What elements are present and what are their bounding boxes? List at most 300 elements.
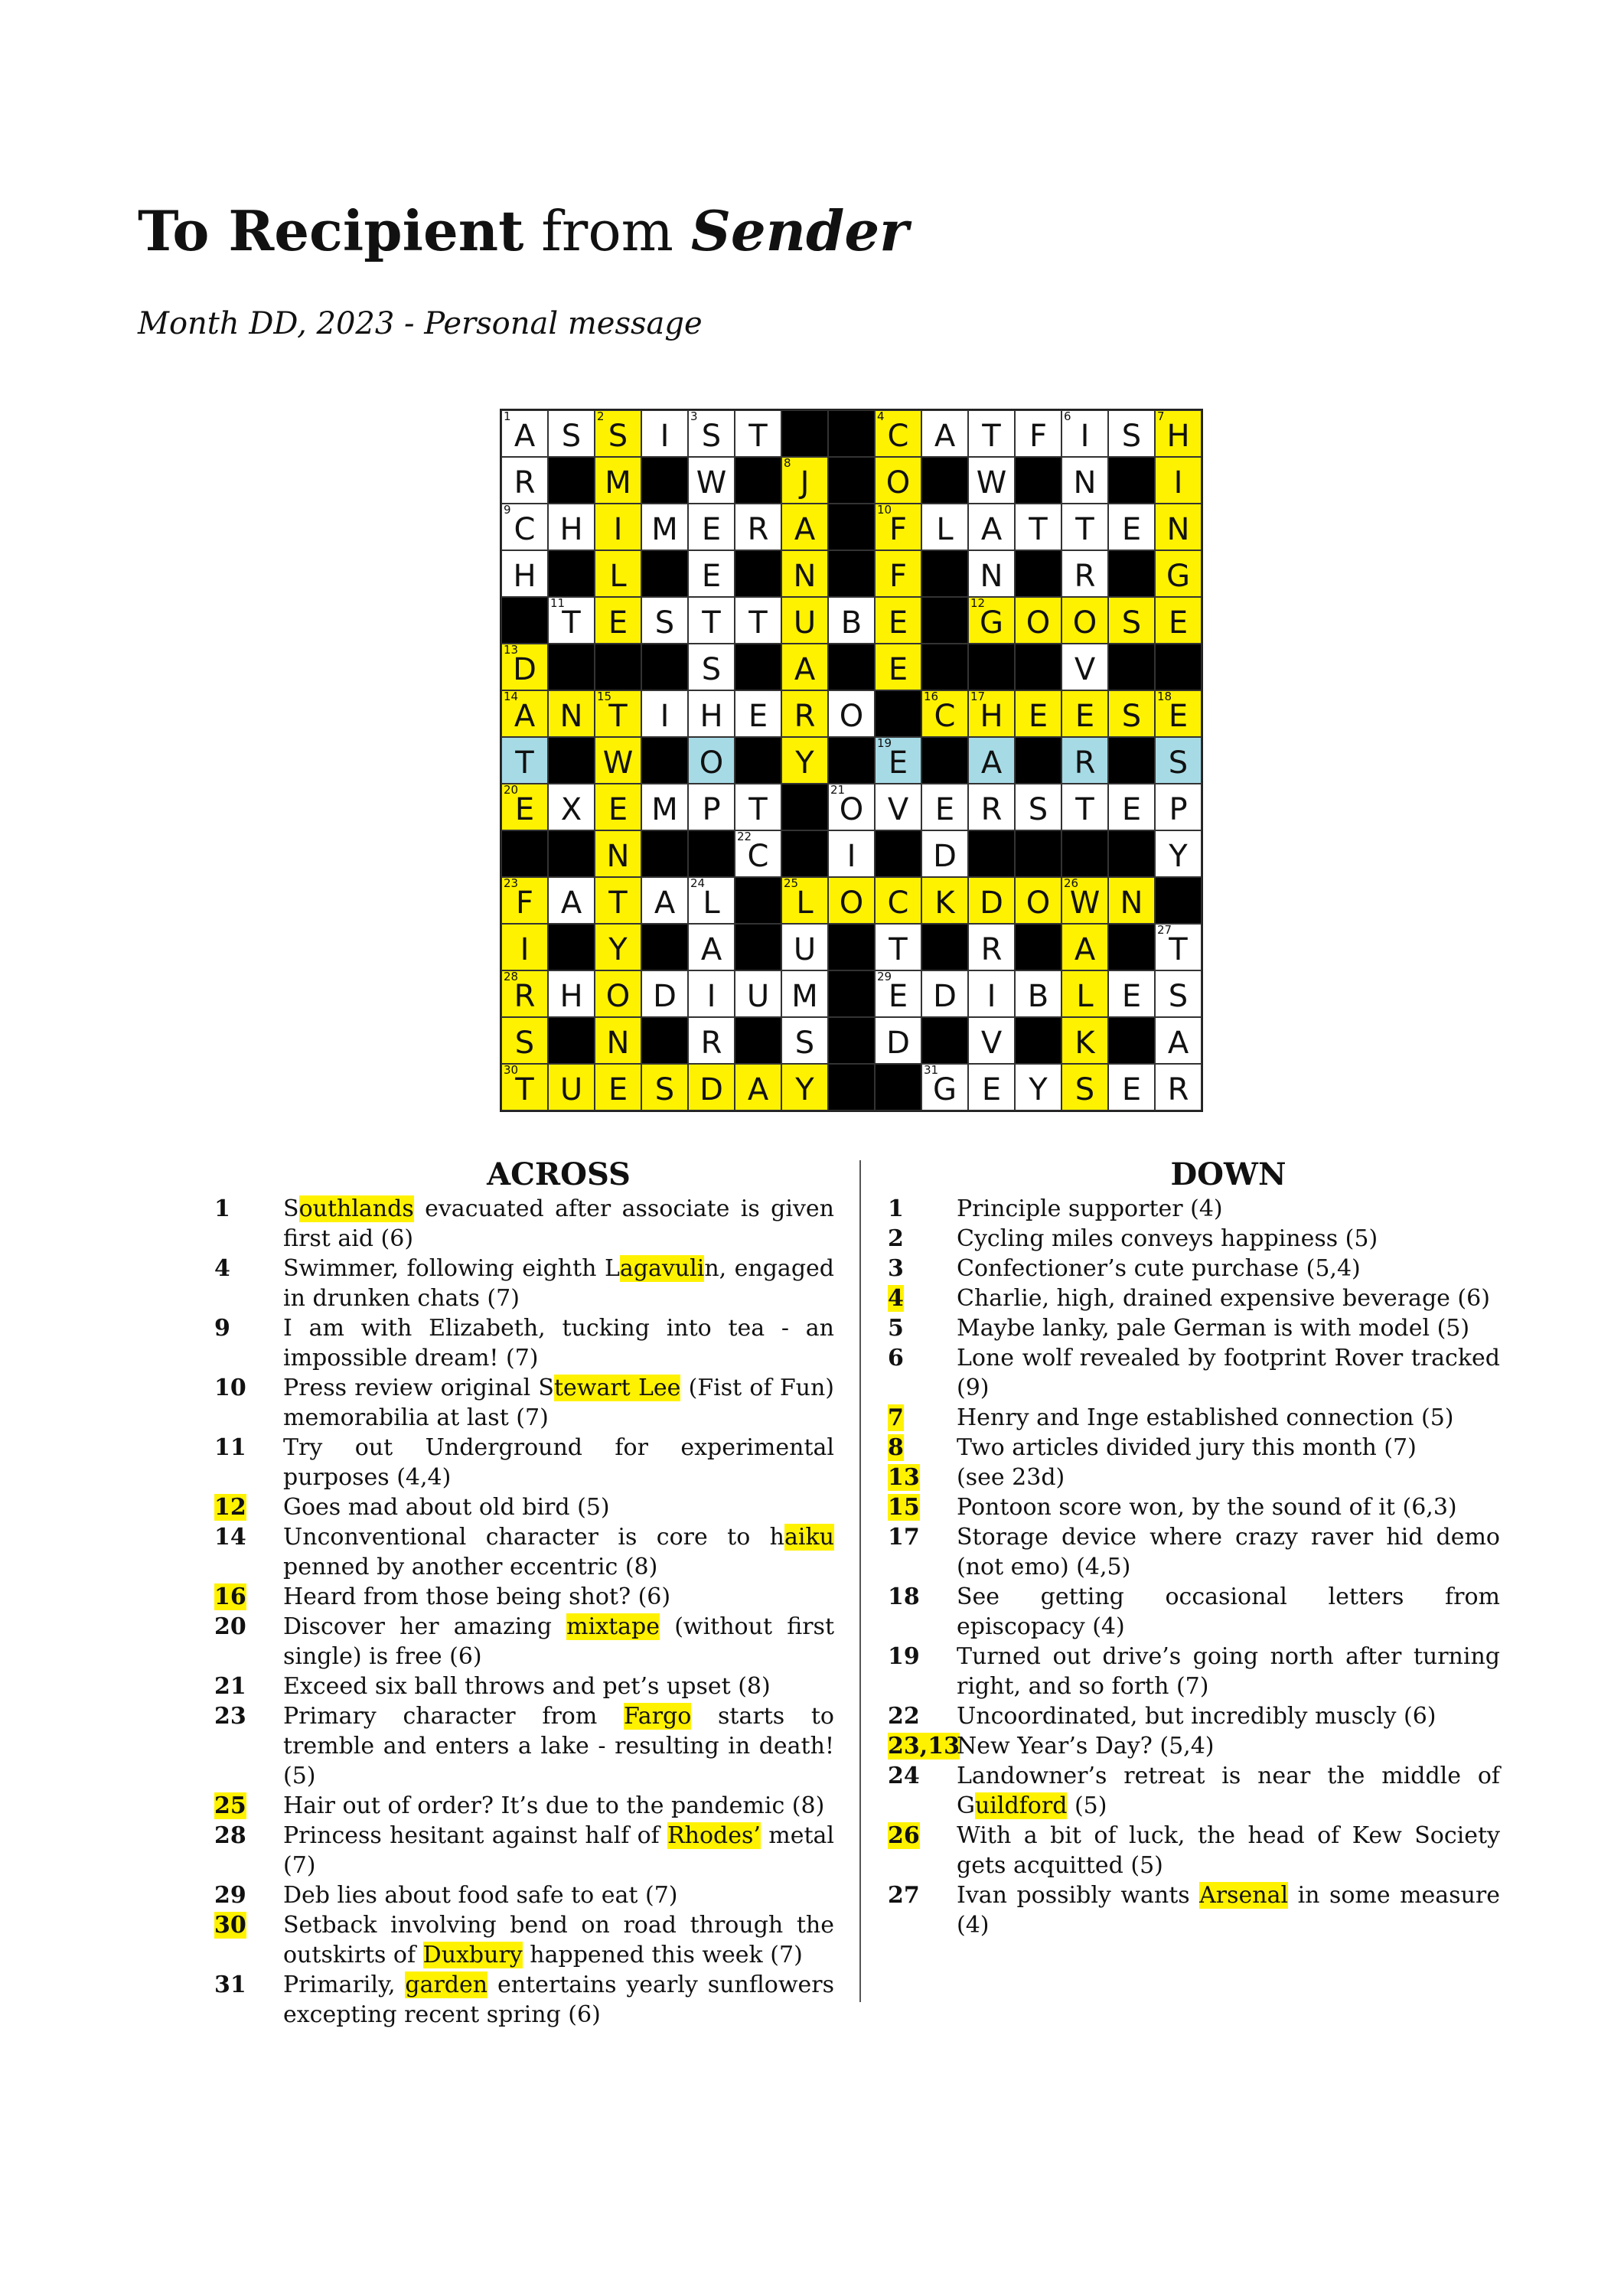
grid-block-cell xyxy=(1108,457,1155,504)
grid-cell[interactable] xyxy=(875,924,921,970)
grid-cell[interactable] xyxy=(641,1064,688,1110)
cell-letter: L xyxy=(1076,979,1094,1014)
grid-cell[interactable] xyxy=(735,504,781,550)
grid-cell[interactable] xyxy=(781,504,828,550)
clue-item xyxy=(888,1761,1500,1821)
grid-cell[interactable] xyxy=(875,737,921,784)
grid-cell[interactable] xyxy=(1155,690,1202,737)
grid-cell[interactable] xyxy=(1015,504,1061,550)
grid-cell[interactable] xyxy=(501,784,548,830)
across-heading: ACROSS xyxy=(487,1156,631,1192)
grid-block-cell xyxy=(1108,550,1155,597)
grid-cell[interactable] xyxy=(688,644,735,690)
grid-cell[interactable] xyxy=(1061,970,1108,1017)
clue-number: 14 xyxy=(214,1524,246,1551)
grid-cell[interactable] xyxy=(548,970,595,1017)
grid-cell[interactable] xyxy=(968,877,1015,924)
cell-letter: F xyxy=(889,559,907,594)
grid-cell[interactable] xyxy=(781,924,828,970)
grid-cell[interactable] xyxy=(921,784,968,830)
grid-cell[interactable] xyxy=(1155,1064,1202,1110)
cell-letter: E xyxy=(1121,792,1142,827)
clue-item xyxy=(888,1403,1500,1433)
cell-letter: A xyxy=(794,512,816,547)
clue-item xyxy=(888,1701,1500,1731)
grid-cell[interactable] xyxy=(595,784,641,830)
grid-cell[interactable] xyxy=(1108,1064,1155,1110)
clue-item xyxy=(214,1791,834,1821)
grid-block-cell xyxy=(595,644,641,690)
cell-letter: E xyxy=(1121,512,1142,547)
grid-cell[interactable] xyxy=(735,970,781,1017)
grid-cell[interactable] xyxy=(641,970,688,1017)
grid-block-cell xyxy=(921,457,968,504)
grid-cell[interactable] xyxy=(828,877,875,924)
grid-block-cell xyxy=(735,550,781,597)
clue-number: 4 xyxy=(214,1255,230,1282)
grid-cell[interactable] xyxy=(595,597,641,644)
clue-number: 22 xyxy=(888,1703,920,1730)
grid-cell[interactable] xyxy=(1061,1064,1108,1110)
grid-cell[interactable] xyxy=(1155,597,1202,644)
grid-cell[interactable] xyxy=(1155,410,1202,457)
clue-item xyxy=(888,1283,1500,1313)
grid-cell[interactable] xyxy=(781,457,828,504)
cell-letter: I xyxy=(846,839,856,874)
grid-cell[interactable] xyxy=(501,504,548,550)
grid-cell[interactable] xyxy=(1108,410,1155,457)
clue-number: 23,13 xyxy=(888,1733,960,1760)
grid-cell[interactable] xyxy=(1155,504,1202,550)
grid-cell[interactable] xyxy=(548,690,595,737)
cell-letter: E xyxy=(888,745,908,781)
grid-cell[interactable] xyxy=(641,410,688,457)
grid-cell[interactable] xyxy=(968,784,1015,830)
clue-text: Princess hesitant against half of Rhodes’ metal (7) xyxy=(283,1822,834,1879)
grid-cell[interactable] xyxy=(875,410,921,457)
cell-letter: L xyxy=(796,885,814,921)
cell-letter: A xyxy=(1074,932,1096,967)
cell-letter: D xyxy=(886,1026,910,1061)
grid-cell[interactable] xyxy=(735,410,781,457)
cell-letter: X xyxy=(560,792,582,827)
grid-cell[interactable] xyxy=(595,410,641,457)
grid-cell[interactable] xyxy=(641,784,688,830)
grid-block-cell xyxy=(641,830,688,877)
grid-cell[interactable] xyxy=(921,970,968,1017)
grid-cell[interactable] xyxy=(501,1017,548,1064)
grid-cell[interactable] xyxy=(595,924,641,970)
down-heading: DOWN xyxy=(1170,1156,1286,1192)
cell-letter: R xyxy=(514,465,536,501)
grid-cell[interactable] xyxy=(548,1064,595,1110)
grid-cell[interactable] xyxy=(641,597,688,644)
cell-letter: O xyxy=(839,699,864,734)
grid-cell[interactable] xyxy=(968,550,1015,597)
clue-text: Press review original Stewart Lee (Fist of Fun) memorabilia at last (7) xyxy=(283,1375,834,1431)
clue-item xyxy=(214,1671,834,1701)
cell-letter: E xyxy=(1121,1072,1142,1107)
cell-letter: E xyxy=(748,699,768,734)
clue-text: Principle supporter (4) xyxy=(957,1195,1223,1222)
clue-number: 8 xyxy=(888,1434,904,1461)
cell-letter: V xyxy=(887,792,909,827)
cell-letter: N xyxy=(559,699,583,734)
clue-item xyxy=(888,1343,1500,1403)
clue-number: 11 xyxy=(214,1434,246,1461)
grid-cell[interactable] xyxy=(968,504,1015,550)
cell-letter: E xyxy=(888,652,908,687)
grid-cell[interactable] xyxy=(921,1064,968,1110)
clue-number: 30 xyxy=(214,1912,246,1939)
grid-cell[interactable] xyxy=(1015,690,1061,737)
grid-cell[interactable] xyxy=(641,877,688,924)
grid-cell[interactable] xyxy=(828,690,875,737)
grid-cell[interactable] xyxy=(1061,597,1108,644)
grid-cell[interactable] xyxy=(781,550,828,597)
grid-cell[interactable] xyxy=(1155,830,1202,877)
grid-cell[interactable] xyxy=(1061,690,1108,737)
grid-cell[interactable] xyxy=(501,457,548,504)
grid-block-cell xyxy=(735,644,781,690)
cell-letter: D xyxy=(933,839,957,874)
clue-text: Charlie, high, drained expensive beverage (6) xyxy=(957,1285,1490,1312)
grid-cell[interactable] xyxy=(595,690,641,737)
grid-cell[interactable] xyxy=(828,784,875,830)
cell-letter: E xyxy=(1028,699,1048,734)
grid-cell[interactable] xyxy=(735,830,781,877)
cell-letter: Y xyxy=(1169,839,1188,874)
grid-block-cell xyxy=(828,737,875,784)
cell-letter: G xyxy=(933,1072,957,1107)
grid-cell[interactable] xyxy=(921,410,968,457)
grid-cell[interactable] xyxy=(875,877,921,924)
cell-letter: H xyxy=(559,512,583,547)
clue-text: Ivan possibly wants Arsenal in some measure (4) xyxy=(957,1882,1500,1939)
cell-letter: O xyxy=(699,745,724,781)
grid-cell[interactable] xyxy=(595,1064,641,1110)
cell-letter: C xyxy=(934,699,956,734)
grid-cell[interactable] xyxy=(1015,597,1061,644)
grid-cell[interactable] xyxy=(1061,644,1108,690)
grid-cell[interactable] xyxy=(501,877,548,924)
grid-cell[interactable] xyxy=(501,410,548,457)
grid-cell[interactable] xyxy=(1108,690,1155,737)
cell-letter: D xyxy=(933,979,957,1014)
grid-cell[interactable] xyxy=(1155,737,1202,784)
cell-letter: A xyxy=(747,1072,769,1107)
clue-item xyxy=(888,1254,1500,1283)
clue-item xyxy=(888,1642,1500,1701)
grid-cell[interactable] xyxy=(641,504,688,550)
cell-letter: T xyxy=(515,745,534,781)
grid-cell[interactable] xyxy=(688,457,735,504)
grid-block-cell xyxy=(1155,644,1202,690)
cell-letter: A xyxy=(514,699,536,734)
clue-number: 29 xyxy=(877,970,892,983)
grid-cell[interactable] xyxy=(921,830,968,877)
grid-block-cell xyxy=(1015,924,1061,970)
clue-text: Two articles divided jury this month (7) xyxy=(957,1434,1417,1461)
grid-cell[interactable] xyxy=(501,970,548,1017)
grid-cell[interactable] xyxy=(688,737,735,784)
grid-cell[interactable] xyxy=(828,597,875,644)
clue-number: 26 xyxy=(888,1822,920,1849)
clue-text: Turned out drive’s going north after turning right, and so forth (7) xyxy=(957,1643,1500,1700)
grid-cell[interactable] xyxy=(688,550,735,597)
grid-cell[interactable] xyxy=(781,1017,828,1064)
clue-text: New Year’s Day? (5,4) xyxy=(957,1733,1215,1760)
cell-letter: M xyxy=(791,979,818,1014)
grid-block-cell xyxy=(921,644,968,690)
cell-letter: T xyxy=(1169,932,1188,967)
grid-cell[interactable] xyxy=(1015,410,1061,457)
grid-cell[interactable] xyxy=(875,457,921,504)
cell-letter: F xyxy=(1029,419,1047,454)
page-title xyxy=(138,198,909,263)
grid-block-cell xyxy=(875,690,921,737)
grid-cell[interactable] xyxy=(1015,1064,1061,1110)
grid-cell[interactable] xyxy=(595,830,641,877)
cell-letter: O xyxy=(1026,605,1051,641)
clue-item xyxy=(888,1492,1500,1522)
grid-block-cell xyxy=(548,1017,595,1064)
clue-number: 22 xyxy=(737,830,752,843)
grid-cell[interactable] xyxy=(501,737,548,784)
grid-block-cell xyxy=(1015,550,1061,597)
grid-cell[interactable] xyxy=(968,690,1015,737)
grid-block-cell xyxy=(781,410,828,457)
cell-letter: A xyxy=(980,512,1003,547)
grid-cell[interactable] xyxy=(1155,550,1202,597)
cell-letter: S xyxy=(1028,792,1048,827)
cell-letter: E xyxy=(514,792,535,827)
grid-cell[interactable] xyxy=(595,737,641,784)
grid-cell[interactable] xyxy=(875,597,921,644)
grid-cell[interactable] xyxy=(501,1064,548,1110)
cell-letter: S xyxy=(1168,979,1189,1014)
clue-number: 27 xyxy=(888,1882,920,1909)
grid-cell[interactable] xyxy=(548,877,595,924)
clue-number: 18 xyxy=(888,1583,920,1610)
grid-cell[interactable] xyxy=(688,504,735,550)
grid-block-cell xyxy=(921,1017,968,1064)
grid-block-cell xyxy=(921,550,968,597)
grid-cell[interactable] xyxy=(875,644,921,690)
grid-cell[interactable] xyxy=(1155,970,1202,1017)
grid-cell[interactable] xyxy=(968,970,1015,1017)
grid-cell[interactable] xyxy=(1061,504,1108,550)
grid-cell[interactable] xyxy=(875,784,921,830)
grid-block-cell xyxy=(1108,737,1155,784)
grid-cell[interactable] xyxy=(828,830,875,877)
grid-cell[interactable] xyxy=(781,737,828,784)
grid-block-cell xyxy=(735,1017,781,1064)
grid-cell[interactable] xyxy=(1108,877,1155,924)
grid-cell[interactable] xyxy=(595,970,641,1017)
clue-text: Confectioner’s cute purchase (5,4) xyxy=(957,1255,1361,1282)
grid-cell[interactable] xyxy=(781,597,828,644)
grid-cell[interactable] xyxy=(875,550,921,597)
grid-block-cell xyxy=(968,644,1015,690)
grid-cell[interactable] xyxy=(781,970,828,1017)
cell-letter: W xyxy=(1069,885,1101,921)
grid-cell[interactable] xyxy=(1061,550,1108,597)
grid-cell[interactable] xyxy=(548,504,595,550)
grid-cell[interactable] xyxy=(781,877,828,924)
cell-letter: U xyxy=(746,979,770,1014)
grid-cell[interactable] xyxy=(921,504,968,550)
grid-block-cell xyxy=(1108,924,1155,970)
grid-cell[interactable] xyxy=(1061,877,1108,924)
grid-cell[interactable] xyxy=(1015,970,1061,1017)
cell-letter: R xyxy=(514,979,536,1014)
grid-block-cell xyxy=(828,410,875,457)
clue-number: 24 xyxy=(888,1763,920,1789)
clue-item xyxy=(214,1373,834,1433)
grid-cell[interactable] xyxy=(501,924,548,970)
grid-cell[interactable] xyxy=(735,597,781,644)
clue-text: Pontoon score won, by the sound of it (6,3) xyxy=(957,1494,1457,1521)
grid-cell[interactable] xyxy=(501,690,548,737)
clue-item xyxy=(214,1522,834,1582)
grid-cell[interactable] xyxy=(1061,1017,1108,1064)
clue-number: 5 xyxy=(888,1315,904,1342)
grid-cell[interactable] xyxy=(781,1064,828,1110)
grid-cell[interactable] xyxy=(875,504,921,550)
grid-cell[interactable] xyxy=(1061,457,1108,504)
title-sender: Sender xyxy=(690,198,909,263)
grid-cell[interactable] xyxy=(595,550,641,597)
cell-letter: P xyxy=(702,792,721,827)
cell-letter: H xyxy=(1166,419,1190,454)
cell-letter: J xyxy=(800,465,810,501)
grid-cell[interactable] xyxy=(1015,877,1061,924)
grid-cell[interactable] xyxy=(688,1017,735,1064)
across-list xyxy=(214,1194,834,2030)
grid-block-cell xyxy=(548,457,595,504)
cell-letter: D xyxy=(699,1072,723,1107)
grid-block-cell xyxy=(548,830,595,877)
cell-letter: T xyxy=(562,605,581,641)
grid-cell[interactable] xyxy=(1061,924,1108,970)
grid-cell[interactable] xyxy=(501,644,548,690)
grid-cell[interactable] xyxy=(968,1017,1015,1064)
grid-cell[interactable] xyxy=(968,597,1015,644)
grid-cell[interactable] xyxy=(641,690,688,737)
grid-cell[interactable] xyxy=(781,690,828,737)
grid-cell[interactable] xyxy=(1108,597,1155,644)
clue-number: 31 xyxy=(214,1971,246,1998)
cell-letter: T xyxy=(608,885,628,921)
subtitle: Month DD, 2023 - Personal message xyxy=(138,306,703,341)
clue-number: 13 xyxy=(504,643,519,657)
grid-cell[interactable] xyxy=(735,1064,781,1110)
grid-cell[interactable] xyxy=(968,737,1015,784)
grid-cell[interactable] xyxy=(595,504,641,550)
clue-number: 2 xyxy=(888,1225,904,1252)
clue-number: 20 xyxy=(504,783,519,797)
grid-cell[interactable] xyxy=(1061,784,1108,830)
grid-cell[interactable] xyxy=(735,690,781,737)
grid-cell[interactable] xyxy=(1155,457,1202,504)
grid-block-cell xyxy=(828,970,875,1017)
cell-letter: K xyxy=(934,885,955,921)
clue-text: Primarily, garden entertains yearly sunflowers excepting recent spring (6) xyxy=(283,1971,834,2028)
grid-cell[interactable] xyxy=(1155,1017,1202,1064)
clue-number: 23 xyxy=(214,1703,246,1730)
grid-cell[interactable] xyxy=(1061,410,1108,457)
cell-letter: C xyxy=(514,512,536,547)
grid-cell[interactable] xyxy=(875,970,921,1017)
grid-cell[interactable] xyxy=(735,784,781,830)
cell-letter: S xyxy=(794,1026,815,1061)
grid-block-cell xyxy=(1015,1017,1061,1064)
grid-cell[interactable] xyxy=(1108,784,1155,830)
grid-cell[interactable] xyxy=(688,877,735,924)
grid-cell[interactable] xyxy=(1108,970,1155,1017)
grid-block-cell xyxy=(875,830,921,877)
grid-cell[interactable] xyxy=(548,597,595,644)
grid-cell[interactable] xyxy=(688,597,735,644)
grid-cell[interactable] xyxy=(921,877,968,924)
grid-block-cell xyxy=(641,644,688,690)
clue-number: 1 xyxy=(504,409,511,423)
grid-cell[interactable] xyxy=(595,877,641,924)
grid-cell[interactable] xyxy=(688,924,735,970)
grid-cell[interactable] xyxy=(968,924,1015,970)
grid-cell[interactable] xyxy=(781,644,828,690)
grid-cell[interactable] xyxy=(688,690,735,737)
cell-letter: O xyxy=(1026,885,1051,921)
grid-cell[interactable] xyxy=(968,457,1015,504)
grid-cell[interactable] xyxy=(1108,504,1155,550)
grid-cell[interactable] xyxy=(688,970,735,1017)
grid-cell[interactable] xyxy=(501,550,548,597)
grid-cell[interactable] xyxy=(968,1064,1015,1110)
grid-block-cell xyxy=(641,550,688,597)
grid-cell[interactable] xyxy=(921,690,968,737)
grid-block-cell xyxy=(781,784,828,830)
grid-block-cell xyxy=(548,644,595,690)
grid-cell[interactable] xyxy=(1061,737,1108,784)
grid-cell[interactable] xyxy=(688,784,735,830)
grid-block-cell xyxy=(1108,644,1155,690)
grid-cell[interactable] xyxy=(595,457,641,504)
grid-cell[interactable] xyxy=(1015,784,1061,830)
grid-cell[interactable] xyxy=(688,410,735,457)
clue-number: 24 xyxy=(690,876,706,890)
grid-cell[interactable] xyxy=(1155,924,1202,970)
grid-cell[interactable] xyxy=(548,410,595,457)
grid-cell[interactable] xyxy=(1155,784,1202,830)
grid-cell[interactable] xyxy=(548,784,595,830)
clue-text: Swimmer, following eighth Lagavulin, engaged in drunken chats (7) xyxy=(283,1255,834,1312)
grid-cell[interactable] xyxy=(595,1017,641,1064)
cell-letter: S xyxy=(701,419,722,454)
grid-block-cell xyxy=(968,830,1015,877)
grid-cell[interactable] xyxy=(875,1017,921,1064)
cell-letter: H xyxy=(513,559,536,594)
grid-cell[interactable] xyxy=(968,410,1015,457)
cell-letter: A xyxy=(934,419,956,454)
grid-block-cell xyxy=(1015,457,1061,504)
grid-cell[interactable] xyxy=(688,1064,735,1110)
grid-block-cell xyxy=(548,550,595,597)
grid-block-cell xyxy=(641,737,688,784)
cell-letter: S xyxy=(1075,1072,1095,1107)
cell-letter: T xyxy=(982,419,1001,454)
